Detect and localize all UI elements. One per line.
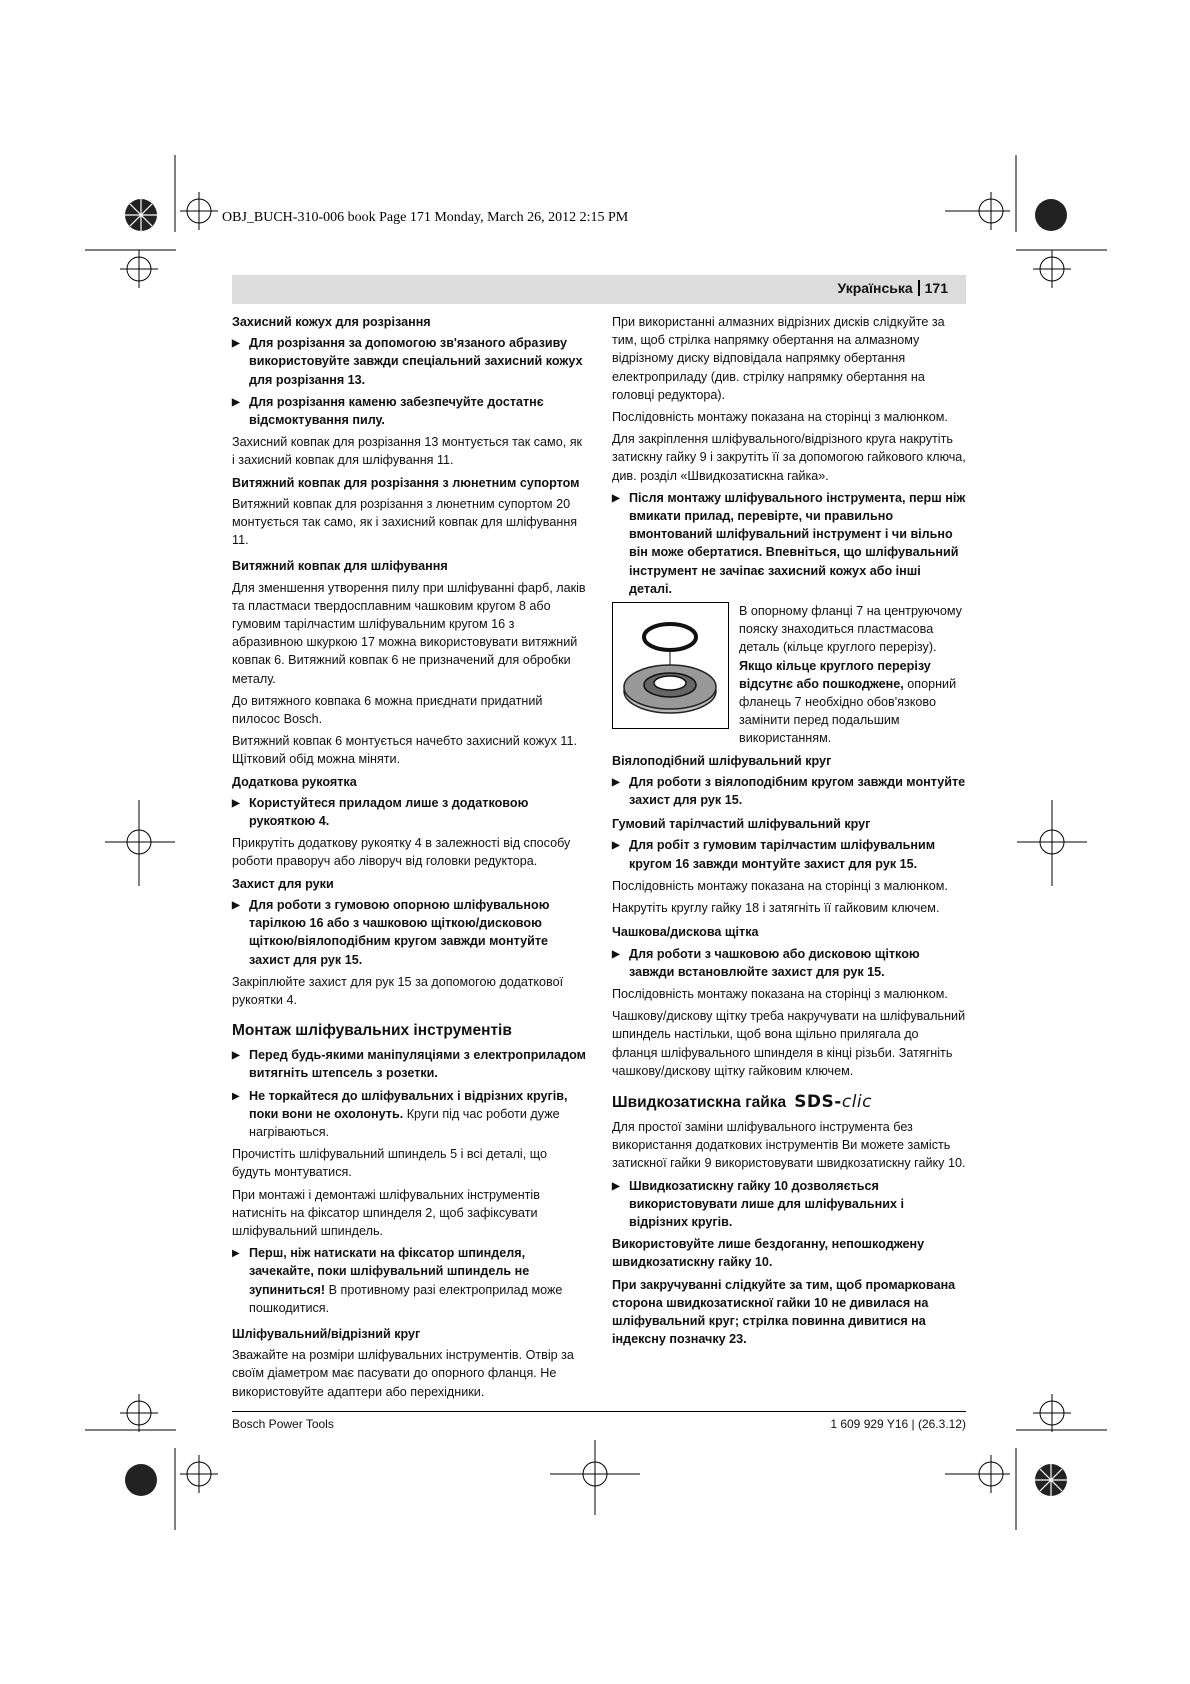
warning-bullet: ▶ Для роботи з віялоподібним кругом завжди монтуйте захист для рук 15. — [612, 774, 966, 808]
paragraph: Прикрутіть додаткову рукоятку 4 в залежності від способу роботи праворуч або ліворуч від головки редуктора. — [232, 836, 571, 869]
footer-doc-number: 1 609 929 Y16 | (26.3.12) — [830, 1417, 966, 1431]
section-title: Чашкова/дискова щітка — [612, 925, 759, 940]
paragraph: Зважайте на розміри шліфувальних інструментів. Отвір за своїм діаметром має пасувати до опорного фланця. Не використовуйте адаптери або перехідники. — [232, 1348, 574, 1399]
section-title: Віялоподібний шліфувальний круг — [612, 753, 832, 768]
warning-bullet: ▶ Перед будь-якими маніпуляціями з електроприладом витягніть штепсель з розетки. — [232, 1048, 586, 1081]
section-title: Захисний кожух для розрізання — [232, 315, 431, 329]
warning-bullet: ▶ Користуйтеся приладом лише з додатковою рукояткою 4. — [232, 795, 529, 829]
chapter-title: Монтаж шліфувальних інструментів — [232, 1022, 512, 1040]
warning-bullet: ▶ Перш, ніж натискати на фіксатор шпинделя, зачекайте, поки шліфувальний шпиндель не зупиниться! В противному разі електроприлад може пошкодитися. — [232, 1246, 563, 1315]
paragraph: Закріплюйте захист для рук 15 за допомогою додаткової рукоятки 4. — [232, 974, 564, 1007]
o-ring-figure-block — [612, 602, 966, 748]
paragraph: При закручуванні слідкуйте за тим, щоб промаркована сторона швидкозатискної гайки 10 не дивилася на шліфувальний круг; стрілка повинна дивитися на індексну позначку 23. — [612, 1277, 956, 1347]
page-header — [838, 280, 948, 296]
o-ring-flange-illustration — [612, 602, 729, 729]
warning-bullet: ▶ Швидкозатискну гайку 10 дозволяється використовувати лише для шліфувальних і відрізних кругів. — [612, 1178, 904, 1229]
paragraph: Послідовність монтажу показана на сторінці з малюнком. — [612, 410, 948, 425]
section-title: Шліфувальний/відрізний круг — [232, 1326, 421, 1341]
paragraph: Послідовність монтажу показана на сторінці з малюнком. — [612, 986, 948, 1001]
print-info: OBJ_BUCH-310-006 book Page 171 Monday, March 26, 2012 2:15 PM — [222, 210, 629, 225]
section-title: Витяжний ковпак для розрізання з люнетним супортом — [232, 475, 580, 490]
section-title: Витяжний ковпак для шліфування — [232, 559, 448, 574]
warning-bullet: ▶ Не торкайтеся до шліфувальних і відрізних кругів, поки вони не охолонуть. Круги під час роботи дуже нагріваються. — [232, 1088, 568, 1139]
left-column — [232, 313, 586, 1405]
paragraph: При використанні алмазних відрізних дисків слідкуйте за тим, щоб стрілка напрямку обертання на алмазному відрізному диску відповідала напрямку обертання електроприладу (див. стрілку напрямку обертання на головці редуктора). — [612, 315, 945, 402]
paragraph: Прочистіть шліфувальний шпиндель 5 і всі деталі, що будуть монтуватися. — [232, 1147, 547, 1180]
right-column — [612, 313, 966, 1352]
footer-rule — [232, 1411, 966, 1412]
paragraph: Накрутіть круглу гайку 18 і затягніть її гайковим ключем. — [612, 901, 940, 916]
page-header-bar — [232, 275, 966, 304]
paragraph: Витяжний ковпак для розрізання з люнетним супортом 20 монтується так само, як і захисний ковпак для шліфування 11. — [232, 496, 578, 548]
warning-bullet: ▶ Для розрізання каменю забезпечуйте достатнє відсмоктування пилу. — [232, 394, 544, 428]
chapter-title-text: Швидкозатискна гайка — [612, 1093, 787, 1111]
paragraph: Послідовність монтажу показана на сторінці з малюнком. — [612, 878, 948, 893]
footer-brand: Bosch Power Tools — [232, 1417, 334, 1431]
paragraph: При монтажі і демонтажі шліфувальних інструментів натисніть на фіксатор шпинделя 2, щоб зафіксувати шліфувальний шпиндель. — [232, 1187, 540, 1238]
paragraph: Для простої заміни шліфувального інструмента без використання додаткових інструментів Ви можете замість затискної гайки 9 використовувати швидкозатискну гайку 10. — [612, 1119, 966, 1171]
paragraph: До витяжного ковпака 6 можна приєднати придатний пилосос Bosch. — [232, 693, 543, 727]
o-ring-note: В опорному фланці 7 на центруючому пояску знаходиться пластмасова деталь (кільце круглого перерізу). Якщо кільце круглого перерізу відсутнє або пошкоджене, опорний фланець 7 необхідно обов'язково замінити перед подальшим використанням. — [739, 604, 962, 746]
paragraph: Витяжний ковпак 6 монтується начебто захисний кожух 11. Щітковий обід можна міняти. — [232, 734, 577, 767]
warning-bullet: ▶ Після монтажу шліфувального інструмента, перш ніж вмикати прилад, перевірте, чи правильно вмонтований шліфувальний інструмент і чи вільно він може обертатися. Впевніться, що шліфувальний інструмент не зачіпає захисний кожух або інші деталі. — [612, 490, 966, 596]
paragraph: Використовуйте лише бездоганну, непошкоджену швидкозатискну гайку 10. — [612, 1237, 925, 1270]
warning-bullet: ▶ Для розрізання за допомогою зв'язаного абразиву використовуйте завжди спеціальний захисний кожух для розрізання 13. — [232, 336, 583, 387]
page-number: 171 — [918, 280, 948, 296]
paragraph: Для закріплення шліфувального/відрізного круга накрутіть затискну гайку 9 і закрутіть її за допомогою гайкового ключа, див. розділ «Швидкозатискна гайка». — [612, 432, 966, 483]
paragraph: Захисний ковпак для розрізання 13 монтується так само, як і захисний ковпак для шліфування 11. — [232, 435, 583, 468]
warning-bullet: ▶ Для роботи з чашковою або дисковою щіткою завжди встановлюйте захист для рук 15. — [612, 946, 920, 979]
paragraph: Для зменшення утворення пилу при шліфуванні фарб, лаків та пластмаси твердосплавним чашковим кругом 8 або гумовим тарілчастим шліфувальним кругом 16 з абразивною шкуркою 17 можна використовувати витяжний ковпак 6. Витяжний ковпак 6 не призначений для обробки металу. — [232, 580, 586, 686]
section-title: Додаткова рукоятка — [232, 774, 357, 789]
header-language: Українська — [837, 280, 913, 296]
chapter-title — [612, 1092, 966, 1113]
section-title: Гумовий тарілчастий шліфувальний круг — [612, 817, 871, 832]
sds-clic-logo: SDS-clic — [794, 1091, 872, 1112]
paragraph: Чашкову/дискову щітку треба накручувати на шліфувальний шпиндель настільки, щоб вона щільно прилягала до фланця шліфувального шпинделя в кінці різьби. Затягніть чашкову/дискову щітку гайковим ключем. — [612, 1009, 966, 1078]
section-title: Захист для руки — [232, 876, 334, 891]
warning-bullet: ▶ Для роботи з гумовою опорною шліфувальною тарілкою 16 або з чашковою щіткою/дисковою щіткою/віялоподібним кругом завжди монтуйте захист для рук 15. — [232, 897, 550, 967]
warning-bullet: ▶ Для робіт з гумовим тарілчастим шліфувальним кругом 16 завжди монтуйте захист для рук 15. — [612, 838, 936, 871]
